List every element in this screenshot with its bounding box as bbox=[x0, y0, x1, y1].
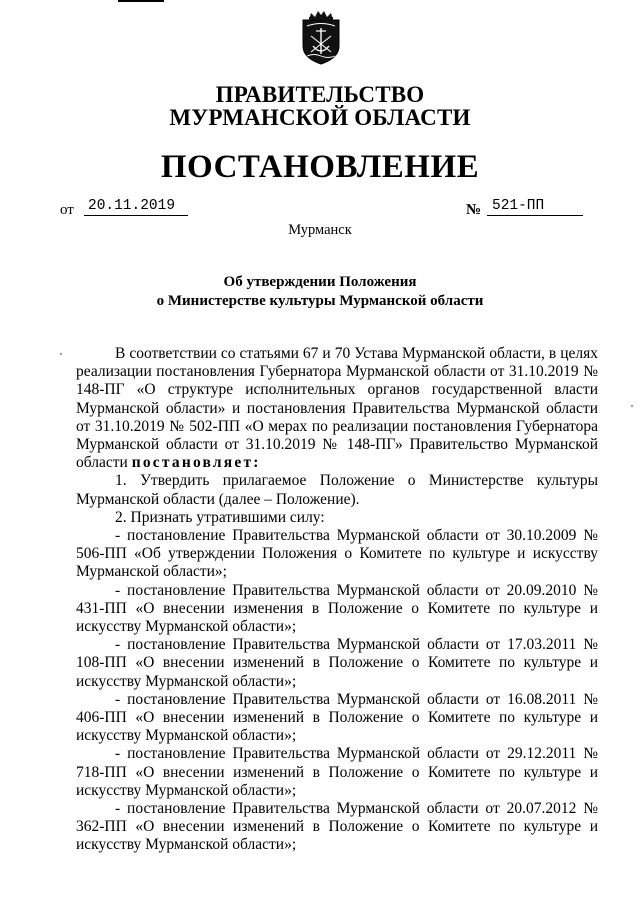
intro-text: В соответствии со статьями 67 и 70 Устава Мурманской области, в целях реализации постановления Губернатора Мурманской области от 31.10.2019 № 148-ПГ «О структуре исполнительных органов государственной власти Мурманской области» и постановления Правительства Мурманской области от 31.10.2019 № 502-ПП «О мерах по реализации постановления Губернатора Мурманской области от 31.10.2019 № 148-ПГ» Правительство Мурманской области bbox=[76, 345, 598, 472]
list-item: - постановление Правительства Мурманской области от 29.12.2011 № 718-ПП «О внесении изменений в Положение о Комитете по культуре и искусству Мурманской области»; bbox=[76, 745, 598, 799]
list-item: - постановление Правительства Мурманской области от 30.10.2009 № 506-ПП «Об утверждении Положения о Комитете по культуре и искусству Мурманской области»; bbox=[76, 527, 598, 581]
subject-line2: о Министерстве культуры Мурманской области bbox=[156, 293, 484, 309]
date-label: от bbox=[60, 202, 74, 218]
list-item: - постановление Правительства Мурманской области от 17.03.2011 № 108-ПП «О внесении изменений в Положение о Комитете по культуре и искусству Мурманской области»; bbox=[76, 636, 598, 690]
document-number: 521-ПП bbox=[487, 198, 583, 216]
number-label: № bbox=[466, 202, 482, 218]
top-scan-mark bbox=[118, 0, 164, 2]
intro-paragraph bbox=[76, 345, 598, 472]
subject-line1: Об утверждении Положения bbox=[223, 274, 417, 290]
city-name: Мурманск bbox=[288, 222, 352, 238]
list-item: - постановление Правительства Мурманской области от 20.09.2010 № 431-ПП «О внесении изменения в Положение о Комитете по культуре и искусству Мурманской области»; bbox=[76, 581, 598, 636]
document-body bbox=[76, 345, 598, 855]
document-date: 20.11.2019 bbox=[84, 198, 188, 216]
list-item: 1. Утвердить прилагаемое Положение о Министерстве культуры Мурманской области (далее – Положение). bbox=[76, 472, 598, 508]
list-item: - постановление Правительства Мурманской области от 20.07.2012 № 362-ПП «О внесении изменений в Положение о Комитете по культуре и искусству Мурманской области»; bbox=[76, 800, 598, 854]
organization-name-line2: МУРМАНСКОЙ ОБЛАСТИ bbox=[169, 105, 471, 130]
list-item: 2. Признать утратившими силу: bbox=[115, 508, 325, 526]
scan-speck bbox=[631, 405, 633, 407]
resolves-word: постановляет: bbox=[131, 454, 261, 472]
scan-speck bbox=[60, 353, 62, 355]
murmansk-coat-of-arms-icon bbox=[301, 6, 341, 66]
organization-name-line1: ПРАВИТЕЛЬСТВО bbox=[215, 82, 425, 107]
list-item: - постановление Правительства Мурманской области от 16.08.2011 № 406-ПП «О внесении изменений в Положение о Комитете по культуре и искусству Мурманской области»; bbox=[76, 690, 598, 745]
document-type-title: ПОСТАНОВЛЕНИЕ bbox=[160, 149, 480, 185]
